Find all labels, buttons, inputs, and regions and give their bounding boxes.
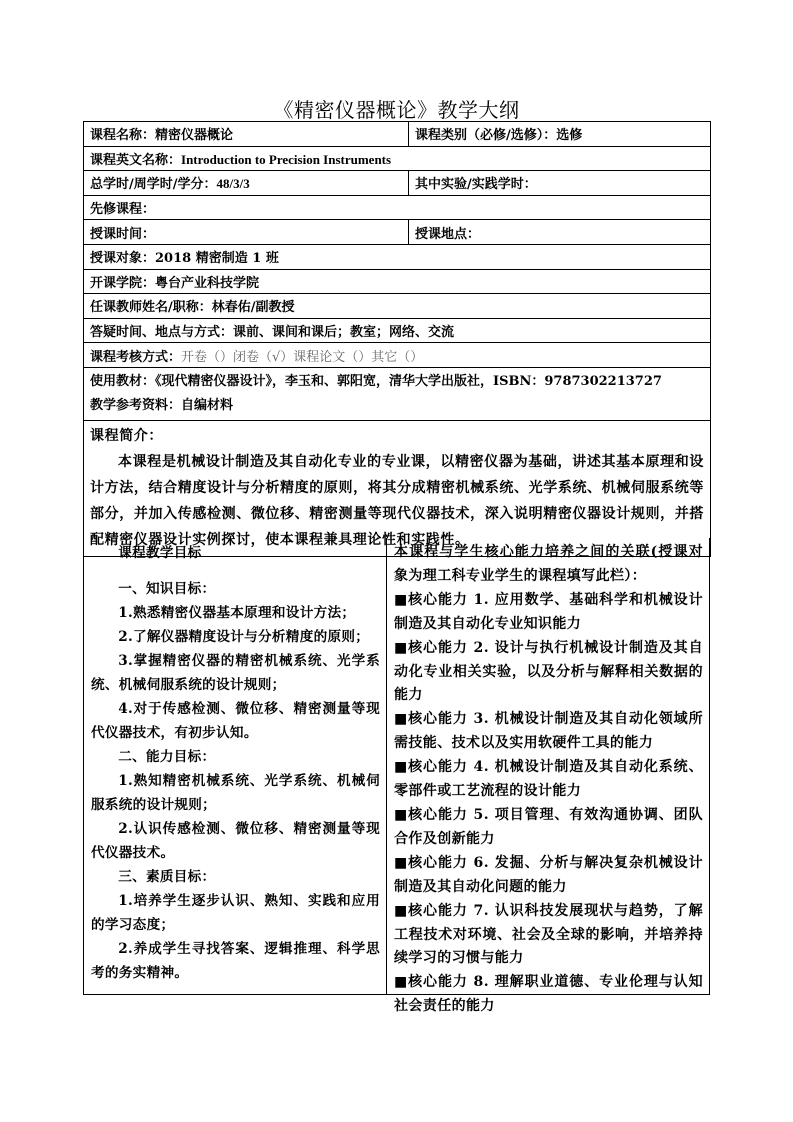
table-row [84,122,711,147]
course-type-value: 选修 [556,128,583,144]
assessment-cell [84,343,711,368]
table-row [84,171,711,196]
audience-value: 2018 精密制造 1 班 [155,251,279,267]
time-label: 授课时间： [90,226,156,242]
qa-value: 课前、课间和课后；教室；网络、交流 [233,325,455,341]
textbook-value: 《现代精密仪器设计》，李玉和、郭阳宽，清华大学出版社，ISBN：9787302213727 [155,373,662,389]
ability-item: ■核心能力 3. 机械设计制造及其自动化领域所需技能、技术以及实用软硬件工具的能力 [394,711,703,752]
teacher-cell [84,294,711,319]
assessment-label: 课程考核方式： [90,349,182,365]
hours-label: 总学时/周学时/学分： [90,177,217,193]
ability-item: ■核心能力 6. 发掘、分析与解决复杂机械设计制造及其自动化问题的能力 [394,854,703,895]
qa-cell [84,318,711,343]
english-name-label: 课程英文名称： [90,152,182,168]
intro-label: 课程简介： [90,427,163,444]
table-row [84,269,711,294]
reference-value: 自编材料 [181,397,234,413]
textbook-label: 使用教材： [90,373,156,389]
english-name-cell [84,146,711,171]
table-row [84,294,711,319]
abilities-heading: 本课程与学生核心能力培养之间的关联(授课对象为理工科专业学生的课程填写此栏）： [394,544,703,584]
assessment-value: 开卷（）闭卷（√）课程论文（）其它（） [181,349,424,365]
course-name-label: 课程名称： [90,128,156,144]
audience-cell [84,244,711,269]
textbook-cell [84,367,711,420]
table-row [84,367,711,420]
ability-item: ■核心能力 1. 应用数学、基础科学和机械设计制造及其自动化专业知识能力 [394,591,703,632]
objective-item: 2.认识传感检测、微位移、精密测量等现代仪器技术。 [91,821,380,861]
table-row [84,195,711,220]
objective-section-title: 一、知识目标： [118,581,216,597]
prerequisite-label: 先修课程： [90,202,156,218]
college-cell [84,269,711,294]
ability-item: ■核心能力 2. 设计与执行机械设计制造及其自动化专业相关实验，以及分析与解释相关数据的能力 [394,639,703,704]
college-label: 开课学院： [90,275,156,291]
teacher-label: 任课教师姓名/职称： [90,300,212,316]
hours-cell [84,171,409,196]
objective-item: 3.掌握精密仪器的精密机械系统、光学系统、机械伺服系统的设计规则； [91,653,380,693]
objective-item: 1.熟悉精密仪器基本原理和设计方法； [118,605,356,621]
table-row [84,220,711,245]
objective-item: 1.熟知精密机械系统、光学系统、机械伺服系统的设计规则； [91,773,380,813]
objective-section-title: 二、能力目标： [118,749,216,765]
objective-section-title: 三、素质目标： [118,869,216,885]
objective-item: 2.养成学生寻找答案、逻辑推理、科学思考的务实精神。 [91,941,380,981]
document-title: 《精密仪器概论》教学大纲 [273,98,520,122]
textbook-line [90,370,704,394]
ability-item: ■核心能力 4. 机械设计制造及其自动化系统、零部件或工艺流程的设计能力 [394,759,703,800]
college-value: 粤台产业科技学院 [155,275,260,291]
course-type-cell [409,122,711,147]
ability-item: ■核心能力 5. 项目管理、有效沟通协调、团队合作及创新能力 [394,806,703,847]
table-row [84,420,711,556]
objectives-abilities-section [83,538,710,1015]
teacher-value: 林春佑/副教授 [211,300,295,316]
intro-text: 本课程是机械设计制造及其自动化专业的专业课，以精密仪器为基础，讲述其基本原理和设计方法，结合精度设计与分析精度的原则，将其分成精密机械系统、光学系统、机械伺服系统等部分，并加入传感检测、微位移、精密测量等现代仪器技术，深入说明精密仪器设计规则，并搭配精密仪器设计实例探讨，使本课程兼具理论性和实践性。 [90,453,704,548]
reference-label: 教学参考资料： [90,397,182,413]
ability-item: ■核心能力 7. 认识科技发展现状与趋势，了解工程技术对环境、社会及全球的影响，并培养持续学习的习惯与能力 [394,902,703,967]
objective-item: 1.培养学生逐步认识、熟知、实践和应用的学习态度； [91,893,380,933]
qa-label: 答疑时间、地点与方式： [90,325,234,341]
objectives-heading: 课程教学目标 [118,545,202,561]
objective-item: 2.了解仪器精度设计与分析精度的原则； [118,629,370,645]
table-row [84,146,711,171]
objectives-column [84,538,387,994]
abilities-column [387,538,709,1015]
intro-cell [84,420,711,556]
table-row [84,343,711,368]
lab-hours-label: 其中实验/实践学时： [415,177,537,193]
english-name-value: Introduction to Precision Instruments [181,151,392,167]
ability-item: ■核心能力 8. 理解职业道德、专业伦理与认知社会责任的能力 [394,974,703,1015]
time-cell [84,220,409,245]
place-label: 授课地点： [415,226,481,242]
place-cell [409,220,711,245]
table-row [84,244,711,269]
table-row [84,318,711,343]
lab-hours-cell [409,171,711,196]
reference-line [90,394,704,418]
course-type-label: 课程类别（必修/选修）： [415,128,557,144]
prerequisite-cell [84,195,711,220]
objective-item: 4.对于传感检测、微位移、精密测量等现代仪器技术，有初步认知。 [91,701,380,741]
course-name-cell [84,122,409,147]
course-info-table [83,121,711,557]
course-name-value: 精密仪器概论 [155,128,234,144]
hours-value: 48/3/3 [216,176,250,192]
audience-label: 授课对象： [90,251,156,267]
